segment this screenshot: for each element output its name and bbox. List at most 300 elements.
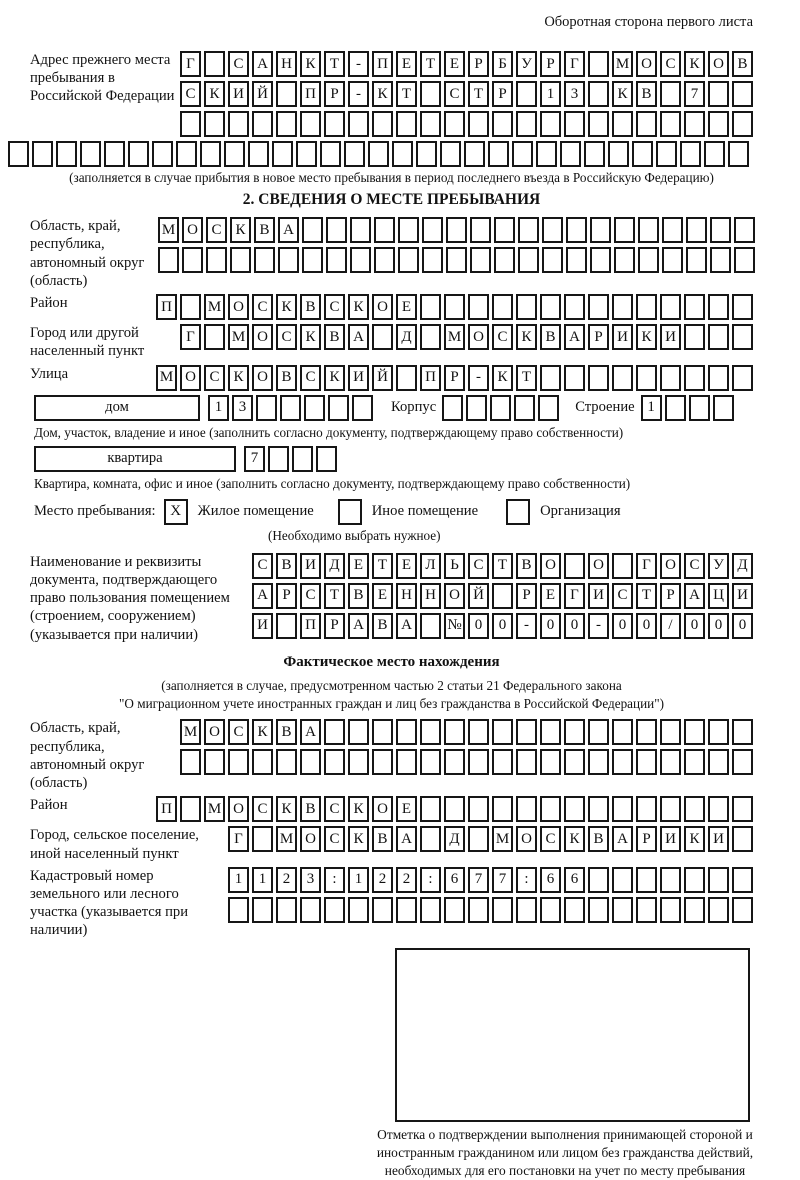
char-box[interactable] [560, 141, 581, 167]
char-box[interactable]: Т [516, 365, 537, 391]
char-box[interactable] [422, 247, 443, 273]
char-box[interactable]: Й [252, 81, 273, 107]
char-box[interactable]: Т [636, 583, 657, 609]
checkbox-organization[interactable] [506, 499, 530, 525]
char-box[interactable] [612, 553, 633, 579]
char-box[interactable]: С [540, 826, 561, 852]
char-box[interactable] [328, 395, 349, 421]
char-box[interactable]: 7 [244, 446, 265, 472]
char-box[interactable]: Р [444, 365, 465, 391]
char-box[interactable] [228, 897, 249, 923]
char-box[interactable] [708, 365, 729, 391]
char-box[interactable]: Л [420, 553, 441, 579]
char-box[interactable] [708, 749, 729, 775]
char-box[interactable] [680, 141, 701, 167]
char-box[interactable] [468, 897, 489, 923]
char-box[interactable]: В [636, 81, 657, 107]
char-box[interactable]: П [300, 81, 321, 107]
char-box[interactable] [494, 247, 515, 273]
char-box[interactable] [248, 141, 269, 167]
char-box[interactable]: О [182, 217, 203, 243]
char-box[interactable] [614, 217, 635, 243]
char-box[interactable] [684, 365, 705, 391]
char-box[interactable] [516, 111, 537, 137]
char-box[interactable] [540, 111, 561, 137]
char-box[interactable]: Й [372, 365, 393, 391]
char-box[interactable]: О [180, 365, 201, 391]
char-box[interactable]: И [228, 81, 249, 107]
char-box[interactable] [280, 395, 301, 421]
checkbox-other-premises[interactable] [338, 499, 362, 525]
char-box[interactable] [636, 719, 657, 745]
char-box[interactable] [732, 796, 753, 822]
char-box[interactable] [566, 217, 587, 243]
char-box[interactable]: А [684, 583, 705, 609]
char-box[interactable]: А [300, 719, 321, 745]
char-box[interactable]: Е [396, 51, 417, 77]
char-box[interactable] [470, 247, 491, 273]
char-box[interactable] [518, 217, 539, 243]
char-box[interactable] [708, 81, 729, 107]
char-box[interactable] [446, 217, 467, 243]
char-box[interactable] [204, 749, 225, 775]
char-box[interactable]: 7 [684, 81, 705, 107]
char-box[interactable]: У [516, 51, 537, 77]
char-box[interactable] [204, 51, 225, 77]
char-box[interactable] [612, 796, 633, 822]
char-box[interactable] [326, 217, 347, 243]
char-box[interactable]: К [230, 217, 251, 243]
char-box[interactable] [588, 749, 609, 775]
char-box[interactable]: В [276, 553, 297, 579]
char-box[interactable]: В [348, 583, 369, 609]
char-box[interactable]: М [444, 324, 465, 350]
char-box[interactable] [540, 365, 561, 391]
char-box[interactable] [276, 81, 297, 107]
char-box[interactable] [468, 749, 489, 775]
char-box[interactable]: Й [468, 583, 489, 609]
char-box[interactable] [398, 217, 419, 243]
char-box[interactable] [516, 719, 537, 745]
char-box[interactable]: В [516, 553, 537, 579]
char-box[interactable]: А [612, 826, 633, 852]
char-box[interactable]: В [732, 51, 753, 77]
char-box[interactable]: Т [420, 51, 441, 77]
char-box[interactable] [374, 247, 395, 273]
char-box[interactable]: Т [324, 51, 345, 77]
char-box[interactable]: Е [396, 796, 417, 822]
char-box[interactable] [206, 247, 227, 273]
char-box[interactable]: К [348, 294, 369, 320]
char-box[interactable] [516, 897, 537, 923]
char-box[interactable]: С [324, 826, 345, 852]
char-box[interactable]: Р [492, 81, 513, 107]
char-box[interactable]: 3 [232, 395, 253, 421]
char-box[interactable] [612, 749, 633, 775]
char-box[interactable]: 0 [636, 613, 657, 639]
char-box[interactable] [708, 324, 729, 350]
char-box[interactable]: В [588, 826, 609, 852]
char-box[interactable] [564, 749, 585, 775]
char-box[interactable] [588, 81, 609, 107]
char-box[interactable] [300, 111, 321, 137]
char-box[interactable]: С [276, 324, 297, 350]
char-box[interactable]: О [660, 553, 681, 579]
char-box[interactable] [564, 719, 585, 745]
char-box[interactable] [180, 294, 201, 320]
char-box[interactable] [490, 395, 511, 421]
char-box[interactable] [636, 867, 657, 893]
char-box[interactable] [8, 141, 29, 167]
char-box[interactable]: С [252, 796, 273, 822]
char-box[interactable] [292, 446, 313, 472]
char-box[interactable] [180, 111, 201, 137]
char-box[interactable] [540, 294, 561, 320]
char-box[interactable]: Н [276, 51, 297, 77]
char-box[interactable] [684, 324, 705, 350]
char-box[interactable]: 2 [276, 867, 297, 893]
char-box[interactable] [704, 141, 725, 167]
char-box[interactable] [732, 324, 753, 350]
char-box[interactable] [612, 867, 633, 893]
char-box[interactable] [326, 247, 347, 273]
char-box[interactable]: О [540, 553, 561, 579]
char-box[interactable] [348, 719, 369, 745]
char-box[interactable]: - [516, 613, 537, 639]
char-box[interactable]: М [158, 217, 179, 243]
char-box[interactable]: Т [324, 583, 345, 609]
char-box[interactable]: П [420, 365, 441, 391]
char-box[interactable] [272, 141, 293, 167]
char-box[interactable] [732, 294, 753, 320]
char-box[interactable] [444, 719, 465, 745]
char-box[interactable] [348, 749, 369, 775]
char-box[interactable] [734, 247, 755, 273]
char-box[interactable] [636, 111, 657, 137]
char-box[interactable]: А [564, 324, 585, 350]
char-box[interactable]: : [516, 867, 537, 893]
char-box[interactable]: Д [732, 553, 753, 579]
char-box[interactable]: М [492, 826, 513, 852]
char-box[interactable]: И [348, 365, 369, 391]
char-box[interactable] [440, 141, 461, 167]
char-box[interactable] [708, 719, 729, 745]
char-box[interactable]: Ц [708, 583, 729, 609]
char-box[interactable]: Е [396, 553, 417, 579]
apartment-type-field[interactable]: квартира [34, 446, 236, 472]
char-box[interactable]: К [252, 719, 273, 745]
char-box[interactable] [512, 141, 533, 167]
char-box[interactable] [660, 867, 681, 893]
char-box[interactable] [256, 395, 277, 421]
char-box[interactable] [540, 796, 561, 822]
char-box[interactable]: К [276, 796, 297, 822]
char-box[interactable]: Д [396, 324, 417, 350]
char-box[interactable]: Р [660, 583, 681, 609]
char-box[interactable]: 2 [396, 867, 417, 893]
char-box[interactable] [689, 395, 710, 421]
char-box[interactable]: А [252, 583, 273, 609]
char-box[interactable] [492, 796, 513, 822]
char-box[interactable] [612, 365, 633, 391]
char-box[interactable] [516, 81, 537, 107]
char-box[interactable] [564, 365, 585, 391]
char-box[interactable]: № [444, 613, 465, 639]
char-box[interactable]: К [564, 826, 585, 852]
char-box[interactable]: В [254, 217, 275, 243]
char-box[interactable] [128, 141, 149, 167]
char-box[interactable]: Б [492, 51, 513, 77]
char-box[interactable] [684, 796, 705, 822]
char-box[interactable] [324, 111, 345, 137]
char-box[interactable] [660, 897, 681, 923]
char-box[interactable] [446, 247, 467, 273]
char-box[interactable]: Д [324, 553, 345, 579]
char-box[interactable] [372, 749, 393, 775]
char-box[interactable] [468, 826, 489, 852]
char-box[interactable]: О [228, 796, 249, 822]
char-box[interactable]: Е [444, 51, 465, 77]
char-box[interactable] [588, 294, 609, 320]
char-box[interactable] [468, 719, 489, 745]
char-box[interactable]: О [708, 51, 729, 77]
char-box[interactable] [488, 141, 509, 167]
char-box[interactable] [324, 897, 345, 923]
char-box[interactable] [204, 324, 225, 350]
char-box[interactable] [588, 719, 609, 745]
char-box[interactable]: Г [180, 51, 201, 77]
char-box[interactable] [660, 111, 681, 137]
char-box[interactable]: С [684, 553, 705, 579]
char-box[interactable] [176, 141, 197, 167]
char-box[interactable]: И [612, 324, 633, 350]
char-box[interactable] [540, 897, 561, 923]
char-box[interactable] [468, 796, 489, 822]
char-box[interactable] [268, 446, 289, 472]
char-box[interactable]: 0 [732, 613, 753, 639]
char-box[interactable] [638, 247, 659, 273]
char-box[interactable]: О [252, 324, 273, 350]
char-box[interactable]: Т [468, 81, 489, 107]
char-box[interactable] [494, 217, 515, 243]
char-box[interactable]: К [300, 324, 321, 350]
char-box[interactable]: А [396, 613, 417, 639]
char-box[interactable] [228, 111, 249, 137]
char-box[interactable] [252, 111, 273, 137]
char-box[interactable]: 7 [492, 867, 513, 893]
char-box[interactable] [104, 141, 125, 167]
char-box[interactable] [590, 247, 611, 273]
char-box[interactable] [564, 553, 585, 579]
char-box[interactable] [514, 395, 535, 421]
char-box[interactable] [372, 324, 393, 350]
house-type-field[interactable]: дом [34, 395, 200, 421]
char-box[interactable] [588, 365, 609, 391]
char-box[interactable] [566, 247, 587, 273]
char-box[interactable] [420, 111, 441, 137]
char-box[interactable] [372, 897, 393, 923]
char-box[interactable]: М [276, 826, 297, 852]
char-box[interactable]: К [348, 826, 369, 852]
char-box[interactable] [396, 719, 417, 745]
char-box[interactable]: Р [324, 613, 345, 639]
char-box[interactable] [713, 395, 734, 421]
char-box[interactable] [420, 897, 441, 923]
char-box[interactable]: 0 [612, 613, 633, 639]
char-box[interactable] [662, 217, 683, 243]
char-box[interactable] [470, 217, 491, 243]
char-box[interactable]: В [300, 294, 321, 320]
char-box[interactable]: 1 [348, 867, 369, 893]
char-box[interactable] [152, 141, 173, 167]
char-box[interactable]: С [444, 81, 465, 107]
char-box[interactable]: И [300, 553, 321, 579]
char-box[interactable]: К [300, 51, 321, 77]
char-box[interactable] [516, 796, 537, 822]
char-box[interactable]: К [228, 365, 249, 391]
char-box[interactable] [708, 897, 729, 923]
char-box[interactable] [204, 111, 225, 137]
char-box[interactable]: П [156, 796, 177, 822]
char-box[interactable] [684, 719, 705, 745]
char-box[interactable]: 6 [540, 867, 561, 893]
char-box[interactable] [636, 294, 657, 320]
char-box[interactable] [374, 217, 395, 243]
char-box[interactable] [444, 796, 465, 822]
char-box[interactable] [636, 749, 657, 775]
char-box[interactable]: Т [372, 553, 393, 579]
char-box[interactable]: К [324, 365, 345, 391]
char-box[interactable] [396, 749, 417, 775]
char-box[interactable]: Н [420, 583, 441, 609]
char-box[interactable] [684, 294, 705, 320]
char-box[interactable]: И [660, 826, 681, 852]
char-box[interactable]: Р [516, 583, 537, 609]
char-box[interactable] [344, 141, 365, 167]
char-box[interactable] [316, 446, 337, 472]
char-box[interactable] [372, 111, 393, 137]
char-box[interactable] [564, 897, 585, 923]
char-box[interactable]: С [324, 294, 345, 320]
char-box[interactable]: Т [396, 81, 417, 107]
char-box[interactable]: 7 [468, 867, 489, 893]
char-box[interactable]: С [468, 553, 489, 579]
char-box[interactable] [708, 867, 729, 893]
char-box[interactable]: М [228, 324, 249, 350]
char-box[interactable] [442, 395, 463, 421]
char-box[interactable]: Р [468, 51, 489, 77]
char-box[interactable] [372, 719, 393, 745]
char-box[interactable] [492, 719, 513, 745]
char-box[interactable]: И [588, 583, 609, 609]
char-box[interactable]: Г [228, 826, 249, 852]
char-box[interactable] [710, 247, 731, 273]
char-box[interactable] [224, 141, 245, 167]
char-box[interactable] [588, 796, 609, 822]
char-box[interactable] [182, 247, 203, 273]
char-box[interactable] [420, 826, 441, 852]
char-box[interactable]: М [156, 365, 177, 391]
char-box[interactable] [352, 395, 373, 421]
char-box[interactable] [468, 111, 489, 137]
char-box[interactable] [516, 294, 537, 320]
char-box[interactable] [276, 111, 297, 137]
char-box[interactable]: О [204, 719, 225, 745]
char-box[interactable]: О [372, 796, 393, 822]
char-box[interactable] [564, 294, 585, 320]
char-box[interactable]: С [228, 51, 249, 77]
char-box[interactable] [732, 749, 753, 775]
char-box[interactable]: А [348, 613, 369, 639]
char-box[interactable] [300, 749, 321, 775]
char-box[interactable] [638, 217, 659, 243]
char-box[interactable]: 0 [492, 613, 513, 639]
char-box[interactable]: У [708, 553, 729, 579]
char-box[interactable]: - [348, 51, 369, 77]
char-box[interactable]: К [348, 796, 369, 822]
char-box[interactable] [662, 247, 683, 273]
char-box[interactable]: И [708, 826, 729, 852]
char-box[interactable]: О [372, 294, 393, 320]
char-box[interactable]: Р [324, 81, 345, 107]
char-box[interactable]: Т [492, 553, 513, 579]
char-box[interactable]: М [204, 796, 225, 822]
char-box[interactable]: С [492, 324, 513, 350]
char-box[interactable]: Р [276, 583, 297, 609]
char-box[interactable]: 6 [564, 867, 585, 893]
char-box[interactable] [422, 217, 443, 243]
char-box[interactable]: 0 [540, 613, 561, 639]
char-box[interactable] [732, 81, 753, 107]
char-box[interactable] [684, 867, 705, 893]
char-box[interactable] [732, 719, 753, 745]
char-box[interactable]: Н [396, 583, 417, 609]
char-box[interactable]: П [372, 51, 393, 77]
char-box[interactable]: 3 [300, 867, 321, 893]
char-box[interactable]: 3 [564, 81, 585, 107]
char-box[interactable]: К [516, 324, 537, 350]
char-box[interactable]: Ь [444, 553, 465, 579]
char-box[interactable]: А [278, 217, 299, 243]
char-box[interactable]: Р [636, 826, 657, 852]
char-box[interactable] [276, 749, 297, 775]
char-box[interactable]: О [228, 294, 249, 320]
char-box[interactable]: Е [540, 583, 561, 609]
char-box[interactable] [636, 796, 657, 822]
char-box[interactable] [396, 897, 417, 923]
char-box[interactable]: П [300, 613, 321, 639]
char-box[interactable] [732, 111, 753, 137]
char-box[interactable]: К [636, 324, 657, 350]
char-box[interactable]: Е [348, 553, 369, 579]
char-box[interactable]: : [420, 867, 441, 893]
char-box[interactable] [608, 141, 629, 167]
char-box[interactable]: С [228, 719, 249, 745]
char-box[interactable]: С [660, 51, 681, 77]
char-box[interactable] [732, 365, 753, 391]
char-box[interactable] [540, 719, 561, 745]
char-box[interactable]: И [252, 613, 273, 639]
char-box[interactable]: К [372, 81, 393, 107]
char-box[interactable]: 0 [708, 613, 729, 639]
char-box[interactable] [542, 217, 563, 243]
char-box[interactable]: - [468, 365, 489, 391]
char-box[interactable] [252, 749, 273, 775]
char-box[interactable] [590, 217, 611, 243]
char-box[interactable] [420, 294, 441, 320]
char-box[interactable] [588, 867, 609, 893]
char-box[interactable] [660, 294, 681, 320]
